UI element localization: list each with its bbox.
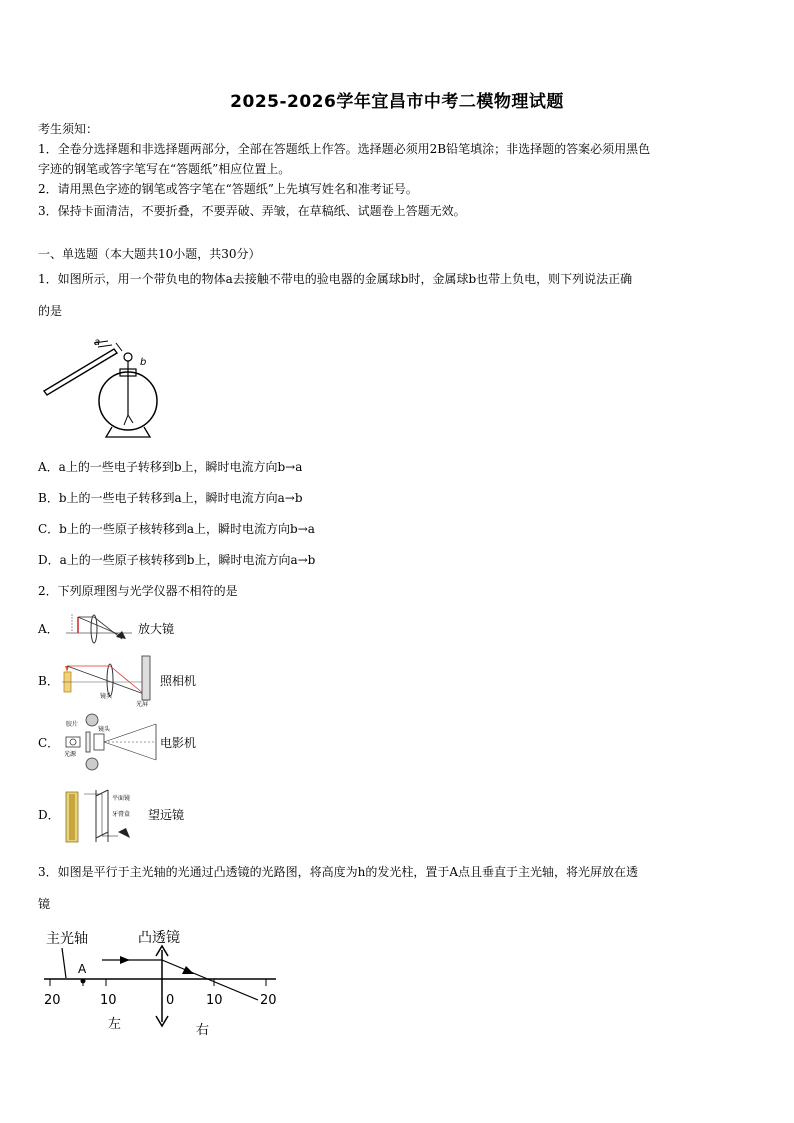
projector-lens-label: 镜头 [98,726,111,733]
q2-option-a-letter: A． [38,622,59,636]
periscope-box-label: 牙膏盒 [112,811,131,818]
q3-stem: 3．如图是平行于主光轴的光通过凸透镜的光路图，将高度为h的发光柱，置于A点且垂直于主光轴，将光屏放在透 [38,865,639,879]
tick-10-right: 10 [206,993,223,1008]
section-heading: 一、单选题（本大题共10小题，共30分） [38,247,261,261]
q1-stem: 1．如图所示，用一个带负电的物体a去接触不带电的验电器的金属球b时，金属球b也带上负电，则下列说法正确 [38,272,633,286]
electroscope-figure [38,333,168,441]
notice-item-2: 2．请用黑色字迹的钢笔或答字笔在“答题纸”上先填写姓名和准考证号。 [38,182,418,196]
q1-option-c: C．b上的一些原子核转移到a上，瞬时电流方向b→a [38,522,315,536]
q1-option-a: A．a上的一些电子转移到b上，瞬时电流方向b→a [38,460,303,474]
main-axis-label: 主光轴 [46,931,88,947]
magnifier-diagram [64,609,134,645]
q1-option-b: B．b上的一些电子转移到a上，瞬时电流方向a→b [38,491,303,505]
tick-20-left: 20 [44,993,61,1008]
notice-item-1-cont: 字迹的钢笔或答字笔写在“答题纸”相应位置上。 [38,162,291,176]
camera-screen-label: 光屏 [136,701,149,708]
camera-diagram [60,652,156,708]
q2-option-d-name: 望远镜 [148,808,185,822]
lens-diagram [38,926,288,1041]
notice-item-3: 3．保持卡面清洁，不要折叠，不要弄破、弄皱，在草稿纸、试题卷上答题无效。 [38,204,466,218]
periscope-mirror-label: 平面镜 [112,795,131,802]
q2-option-d-letter: D． [38,808,60,822]
convex-lens-label: 凸透镜 [138,930,180,946]
notice-item-1: 1．全卷分选择题和非选择题两部分，全部在答题纸上作答。选择题必须用2B铅笔填涂；非选择题的答案必须用黑色 [38,142,651,156]
q2-option-b-letter: B． [38,674,59,688]
label-a: a [94,337,101,348]
q2-option-a-name: 放大镜 [138,622,175,636]
q2-option-c-name: 电影机 [160,736,197,750]
tick-10-left: 10 [100,993,117,1008]
q1-option-d: D．a上的一些原子核转移到b上，瞬时电流方向a→b [38,553,316,567]
tick-0: 0 [166,993,175,1008]
q3-stem-cont: 镜 [38,897,51,911]
right-label: 右 [196,1023,210,1038]
q2-option-b-name: 照相机 [160,674,197,688]
projector-film-label: 胶片 [66,721,79,728]
q1-stem-cont: 的是 [38,304,63,318]
q2-stem: 2．下列原理图与光学仪器不相符的是 [38,584,238,598]
tick-20-right: 20 [260,993,277,1008]
projector-source-label: 光源 [64,751,77,758]
page-title: 2025-2026学年宜昌市中考二模物理试题 [230,92,564,112]
camera-lens-label: 镜头 [100,693,113,700]
periscope-diagram [60,786,146,846]
point-a-label: A [78,962,87,976]
label-b: b [140,357,147,368]
notice-heading: 考生须知： [38,122,99,136]
projector-diagram [60,712,158,772]
q2-option-c-letter: C． [38,736,60,750]
left-label: 左 [108,1017,122,1032]
